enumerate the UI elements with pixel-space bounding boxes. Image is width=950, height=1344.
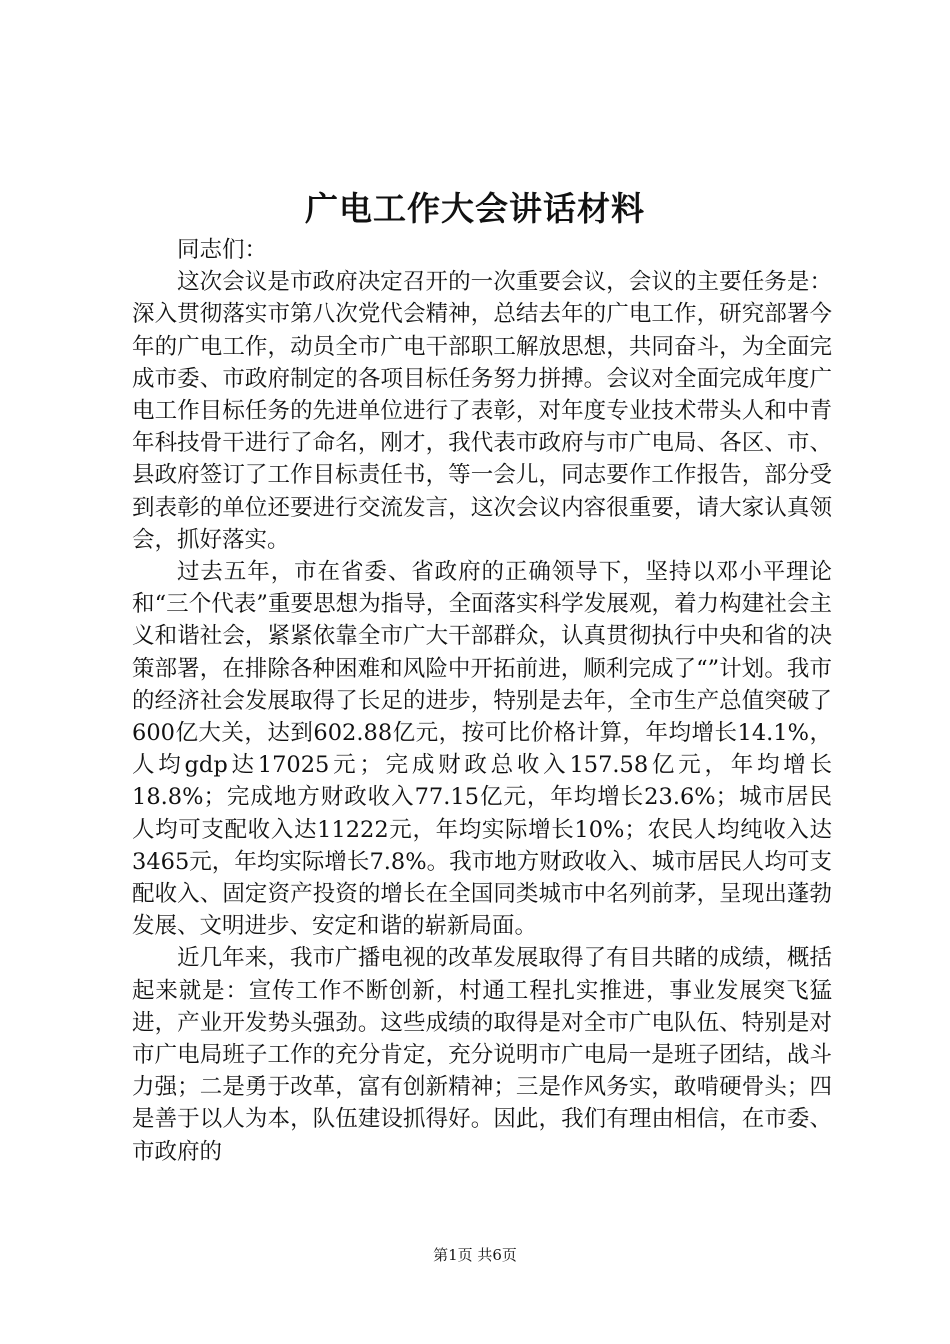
page-footer: 第1页 共6页 [433, 1246, 517, 1264]
document-title: 广电工作大会讲话材料 [305, 189, 645, 228]
paragraph-2: 过去五年，市在省委、省政府的正确领导下，坚持以邓小平理论和“三个代表”重要思想为指导，全面落实科学发展观，着力构建社会主义和谐社会，紧紧依靠全市广大干部群众，认真贯彻执行中央和省的决策部署，在排除各种困难和风险中开拓前进，顺利完成了“”计划。我市的经济社会发展取得了长足的进步，特别是去年，全市生产总值突破了600亿大关，达到602.88亿元，按可比价格计算，年均增长14.1%，人均gdp达17025元；完成财政总收入157.58亿元，年均增长18.8%；完成地方财政收入77.15亿元，年均增长23.6%；城市居民人均可支配收入达11222元，年均实际增长10%；农民人均纯收入达3465元，年均实际增长7.8%。我市地方财政收入、城市居民人均可支配收入、固定资产投资的增长在全国同类城市中名列前茅，呈现出蓬勃发展、文明进步、安定和谐的崭新局面。 [132, 559, 832, 940]
paragraph-1: 这次会议是市政府决定召开的一次重要会议，会议的主要任务是：深入贯彻落实市第八次党代会精神，总结去年的广电工作，研究部署今年的广电工作，动员全市广电干部职工解放思想，共同奋斗，为全面完成市委、市政府制定的各项目标任务努力拼搏。会议对全面完成年度广电工作目标任务的先进单位进行了表彰，对年度专业技术带头人和中青年科技骨干进行了命名，刚才，我代表市政府与市广电局、各区、市、县政府签订了工作目标责任书，等一会儿，同志要作工作报告，部分受到表彰的单位还要进行交流发言，这次会议内容很重要，请大家认真领会，抓好落实。 [132, 269, 832, 553]
paragraph-3: 近几年来，我市广播电视的改革发展取得了有目共睹的成绩，概括起来就是：宣传工作不断创新，村通工程扎实推进，事业发展突飞猛进，产业开发势头强劲。这些成绩的取得是对全市广电队伍、特别是对市广电局班子工作的充分肯定，充分说明市广电局一是班子团结，战斗力强；二是勇于改革，富有创新精神；三是作风务实，敢啃硬骨头；四是善于以人为本，队伍建设抓得好。因此，我们有理由相信，在市委、市政府的 [132, 945, 832, 1165]
salutation: 同志们： [177, 237, 268, 263]
document-body [132, 234, 832, 1168]
